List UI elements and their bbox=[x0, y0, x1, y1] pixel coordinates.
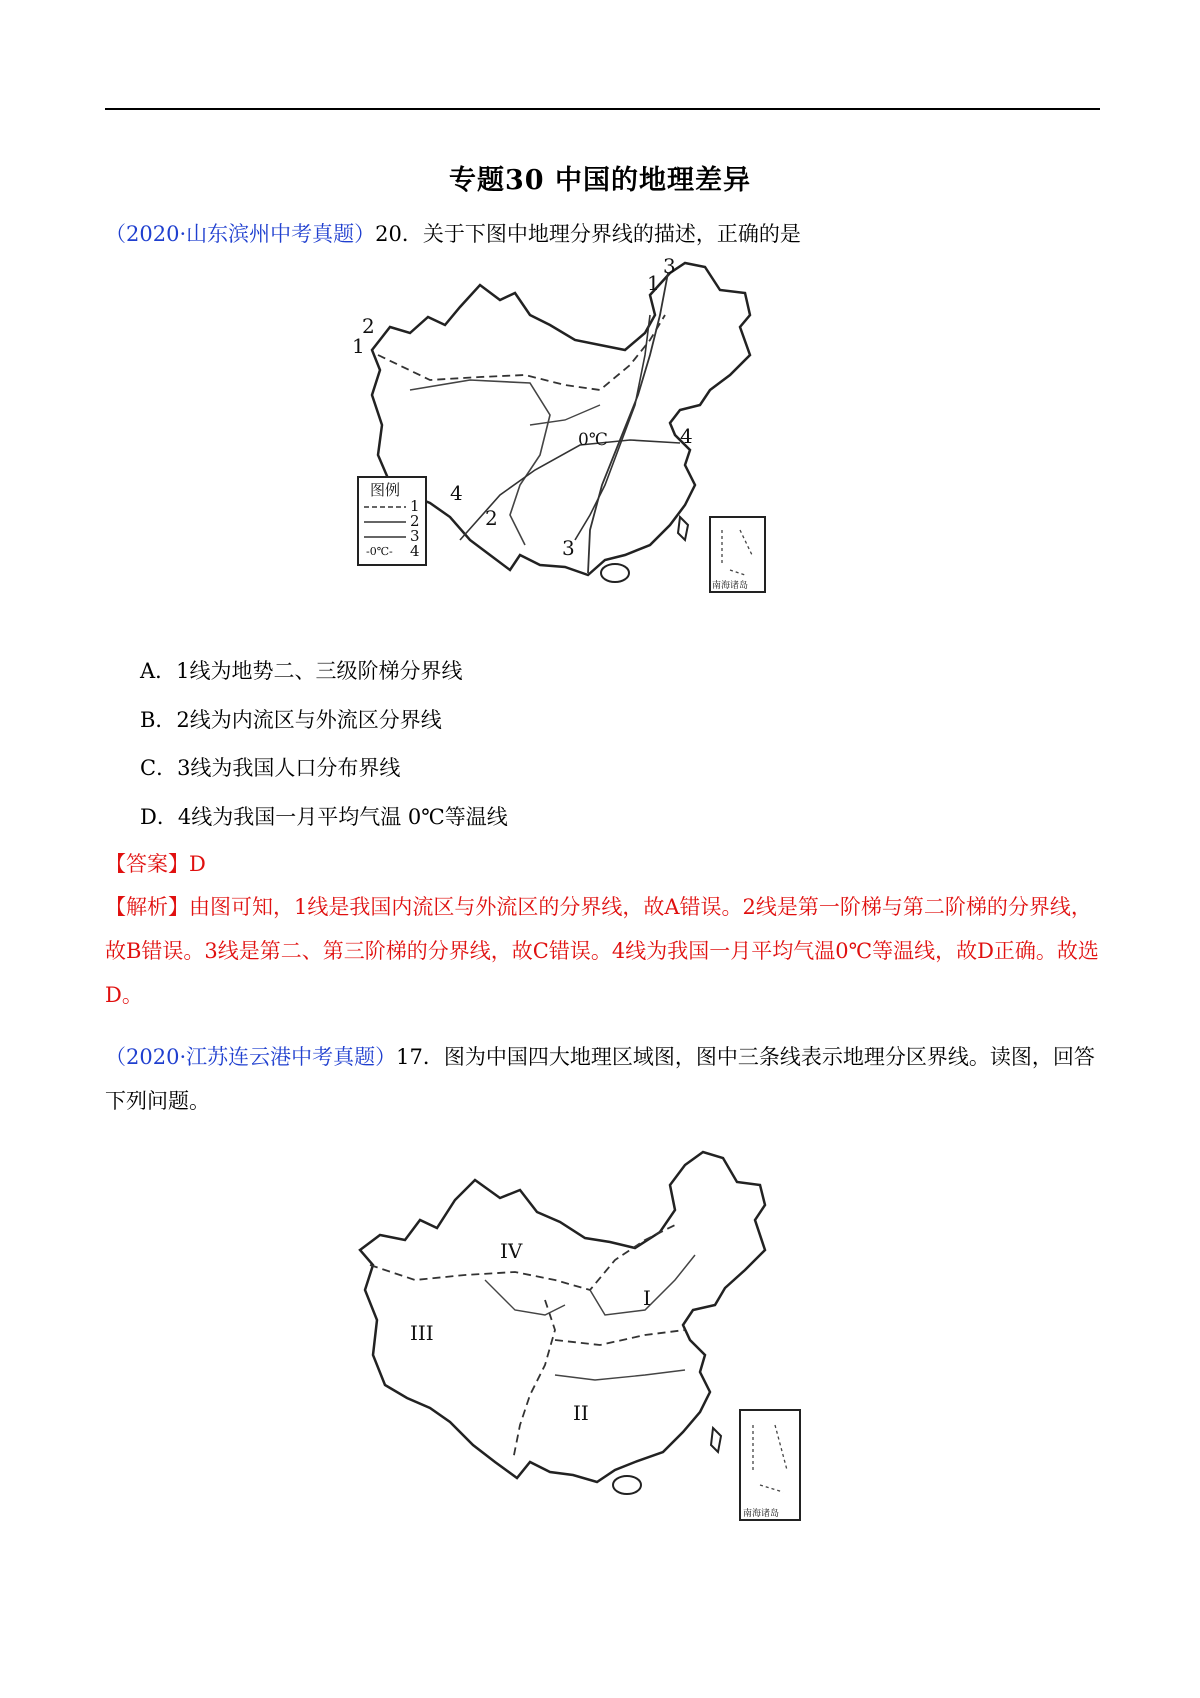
answer-value: D bbox=[189, 852, 206, 876]
legend-item-4: 4 bbox=[410, 542, 420, 560]
question-text: 20．关于下图中地理分界线的描述，正确的是 bbox=[375, 222, 801, 246]
question-source-2: （2020·江苏连云港中考真题） bbox=[105, 1045, 397, 1069]
legend-title: 图例 bbox=[370, 481, 401, 499]
region-label-IV: IV bbox=[500, 1239, 523, 1263]
region-label-I: I bbox=[643, 1286, 651, 1310]
line-label-1-top: 1 bbox=[647, 271, 660, 295]
line-label-1-left: 1 bbox=[352, 334, 365, 358]
answer-label: 【答案】 bbox=[105, 852, 189, 876]
zero-isotherm-label: 0℃ bbox=[578, 430, 608, 450]
line-label-2-left: 2 bbox=[362, 314, 375, 338]
legend-item-3: 3 bbox=[410, 527, 420, 545]
option-c: C．3线为我国人口分布界线 bbox=[140, 756, 401, 780]
question-source: （2020·山东滨州中考真题） bbox=[105, 222, 376, 246]
question-17 bbox=[105, 1035, 1105, 1123]
line-label-4-right: 4 bbox=[680, 424, 693, 448]
region-label-II: II bbox=[573, 1401, 589, 1425]
legend-item-2: 2 bbox=[410, 512, 420, 530]
header-rule bbox=[105, 108, 1100, 110]
analysis-text: 由图可知，1线是我国内流区与外流区的分界线，故A错误。2线是第一阶梯与第二阶梯的分界线，故B错误。3线是第二、第三阶梯的分界线，故C错误。4线为我国一月平均气温0℃等温线，故D正确。故选D。 bbox=[105, 895, 1099, 1007]
line-label-3-bottom: 3 bbox=[562, 536, 575, 560]
question-20 bbox=[105, 212, 1105, 256]
option-d: D．4线为我国一月平均气温 0℃等温线 bbox=[140, 805, 508, 829]
analysis-block bbox=[105, 885, 1105, 1017]
legend-zero: -0℃- bbox=[366, 545, 393, 558]
answer-line bbox=[105, 848, 1105, 878]
line-label-2-bottom: 2 bbox=[485, 506, 498, 530]
line-label-3-top: 3 bbox=[663, 255, 676, 278]
analysis-label: 【解析】 bbox=[105, 895, 189, 919]
line-label-4-left: 4 bbox=[450, 481, 463, 505]
china-boundary-lines-map bbox=[350, 255, 830, 635]
china-four-regions-map bbox=[345, 1140, 865, 1540]
inset-label: 南海诸岛 bbox=[712, 581, 749, 591]
legend-item-1: 1 bbox=[410, 497, 420, 515]
option-b: B．2线为内流区与外流区分界线 bbox=[140, 708, 442, 732]
page-title: 专题30 中国的地理差异 bbox=[449, 165, 751, 196]
option-a: A．1线为地势二、三级阶梯分界线 bbox=[140, 659, 463, 683]
region-label-III: III bbox=[410, 1321, 434, 1345]
inset-label-2: 南海诸岛 bbox=[743, 1509, 780, 1519]
question-text-2: 17．图为中国四大地理区域图，图中三条线表示地理分区界线。读图，回答下列问题。 bbox=[105, 1045, 1095, 1113]
